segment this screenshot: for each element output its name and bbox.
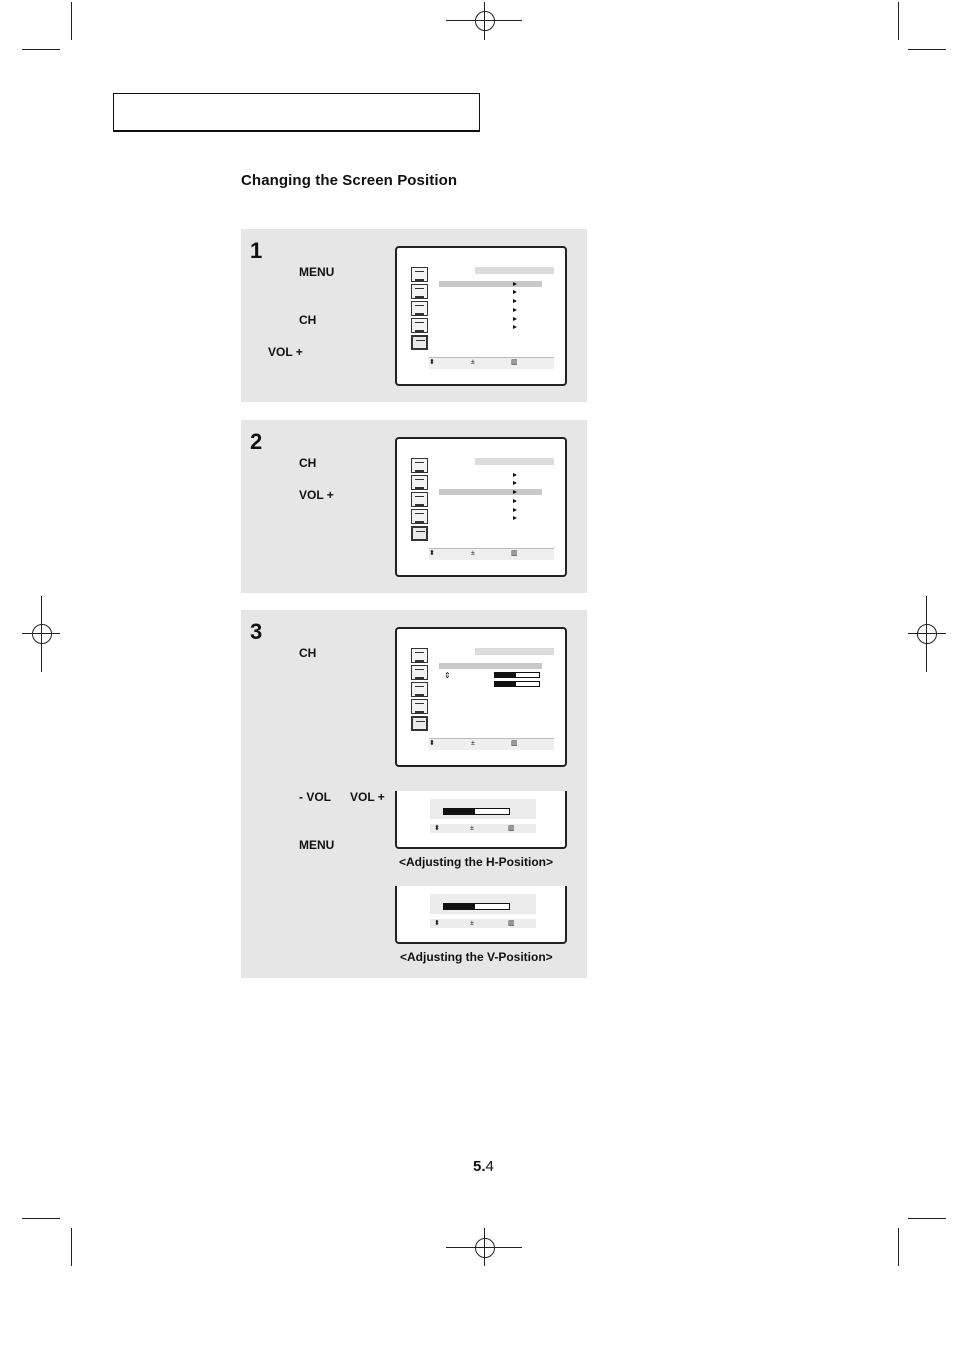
submenu-arrow-icon — [513, 490, 517, 494]
menu-exit-icon: ▥ — [511, 359, 518, 366]
submenu-arrow-icon — [513, 508, 517, 512]
osd-title-bar — [475, 458, 554, 465]
channel-menu-icon — [411, 682, 428, 697]
pc-menu-icon — [411, 716, 428, 731]
osd-footer — [429, 548, 554, 560]
key-label-ch: CH — [299, 456, 317, 470]
registration-mark — [475, 11, 495, 31]
menu-exit-icon: ▥ — [508, 825, 515, 832]
up-down-arrows-icon: ⬍ — [429, 550, 435, 557]
h-position-bar — [443, 808, 510, 815]
adjust-panel — [430, 894, 536, 914]
plus-minus-icon: ± — [470, 920, 474, 927]
sound-menu-icon — [411, 475, 428, 490]
key-label-vol-plus: VOL + — [299, 488, 334, 502]
plus-minus-icon: ± — [471, 359, 475, 366]
crop-mark — [71, 1228, 72, 1266]
picture-menu-icon — [411, 648, 428, 663]
tv-osd-screen — [395, 246, 567, 386]
osd-title-bar — [475, 267, 554, 274]
plus-minus-icon: ± — [471, 550, 475, 557]
picture-menu-icon — [411, 458, 428, 473]
sound-menu-icon — [411, 665, 428, 680]
crop-mark — [908, 49, 946, 50]
osd-menu — [411, 454, 554, 559]
function-menu-icon — [411, 318, 428, 333]
picture-menu-icon — [411, 267, 428, 282]
submenu-arrow-icon — [513, 299, 517, 303]
h-position-slider — [494, 672, 540, 678]
registration-mark — [32, 624, 52, 644]
menu-exit-icon: ▥ — [508, 920, 515, 927]
up-down-arrows-icon: ⬍ — [429, 359, 435, 366]
position-adjust-icon: ⇕ — [444, 671, 451, 680]
page-number: 5.4 — [473, 1158, 494, 1175]
osd-menu — [411, 263, 554, 368]
crop-mark — [22, 49, 60, 50]
submenu-arrow-icon — [513, 282, 517, 286]
plus-minus-icon: ± — [470, 825, 474, 832]
osd-title-bar — [475, 648, 554, 655]
key-label-ch: CH — [299, 646, 317, 660]
up-down-arrows-icon: ⬍ — [434, 825, 440, 832]
v-position-adjust-box — [395, 886, 567, 944]
crop-mark — [898, 2, 899, 40]
submenu-arrow-icon — [513, 317, 517, 321]
key-label-vol-plus: VOL + — [350, 790, 385, 804]
osd-footer — [429, 357, 554, 369]
adjust-footer — [430, 919, 536, 928]
crop-mark — [908, 1218, 946, 1219]
crop-mark — [71, 2, 72, 40]
registration-mark — [917, 624, 937, 644]
step-number: 2 — [250, 429, 263, 454]
key-label-ch: CH — [299, 313, 317, 327]
header-frame — [113, 93, 480, 132]
step-3-panel — [241, 610, 587, 978]
function-menu-icon — [411, 699, 428, 714]
submenu-arrow-icon — [513, 290, 517, 294]
submenu-arrow-icon — [513, 481, 517, 485]
crop-mark — [22, 1218, 60, 1219]
submenu-arrow-icon — [513, 499, 517, 503]
v-position-caption: <Adjusting the V-Position> — [400, 950, 553, 964]
tv-osd-screen — [395, 437, 567, 577]
up-down-arrows-icon: ⬍ — [429, 740, 435, 747]
osd-footer — [429, 738, 554, 750]
up-down-arrows-icon: ⬍ — [434, 920, 440, 927]
submenu-arrow-icon — [513, 308, 517, 312]
channel-menu-icon — [411, 301, 428, 316]
osd-position-menu — [411, 644, 554, 749]
plus-minus-icon: ± — [471, 740, 475, 747]
step-number: 3 — [250, 619, 263, 644]
channel-menu-icon — [411, 492, 428, 507]
menu-exit-icon: ▥ — [511, 550, 518, 557]
osd-highlight-row — [439, 489, 542, 495]
step-number: 1 — [250, 238, 263, 263]
key-label-vol-plus: VOL + — [268, 345, 303, 359]
section-title: Changing the Screen Position — [241, 172, 458, 189]
pc-menu-icon — [411, 335, 428, 350]
h-position-adjust-box — [395, 791, 567, 849]
sound-menu-icon — [411, 284, 428, 299]
key-label-menu: MENU — [299, 265, 335, 279]
key-label-vol-minus: - VOL — [299, 790, 331, 804]
pc-menu-icon — [411, 526, 428, 541]
submenu-arrow-icon — [513, 473, 517, 477]
osd-highlight-row — [439, 663, 542, 669]
adjust-footer — [430, 824, 536, 833]
adjust-panel — [430, 799, 536, 819]
v-position-bar — [443, 903, 510, 910]
registration-mark — [475, 1238, 495, 1258]
menu-exit-icon: ▥ — [511, 740, 518, 747]
crop-mark — [898, 1228, 899, 1266]
submenu-arrow-icon — [513, 325, 517, 329]
h-position-caption: <Adjusting the H-Position> — [399, 855, 554, 869]
v-position-slider — [494, 681, 540, 687]
osd-highlight-row — [439, 281, 542, 287]
function-menu-icon — [411, 509, 428, 524]
submenu-arrow-icon — [513, 516, 517, 520]
tv-osd-screen — [395, 627, 567, 767]
key-label-menu: MENU — [299, 838, 335, 852]
step-1-panel — [241, 229, 587, 402]
step-2-panel — [241, 420, 587, 593]
